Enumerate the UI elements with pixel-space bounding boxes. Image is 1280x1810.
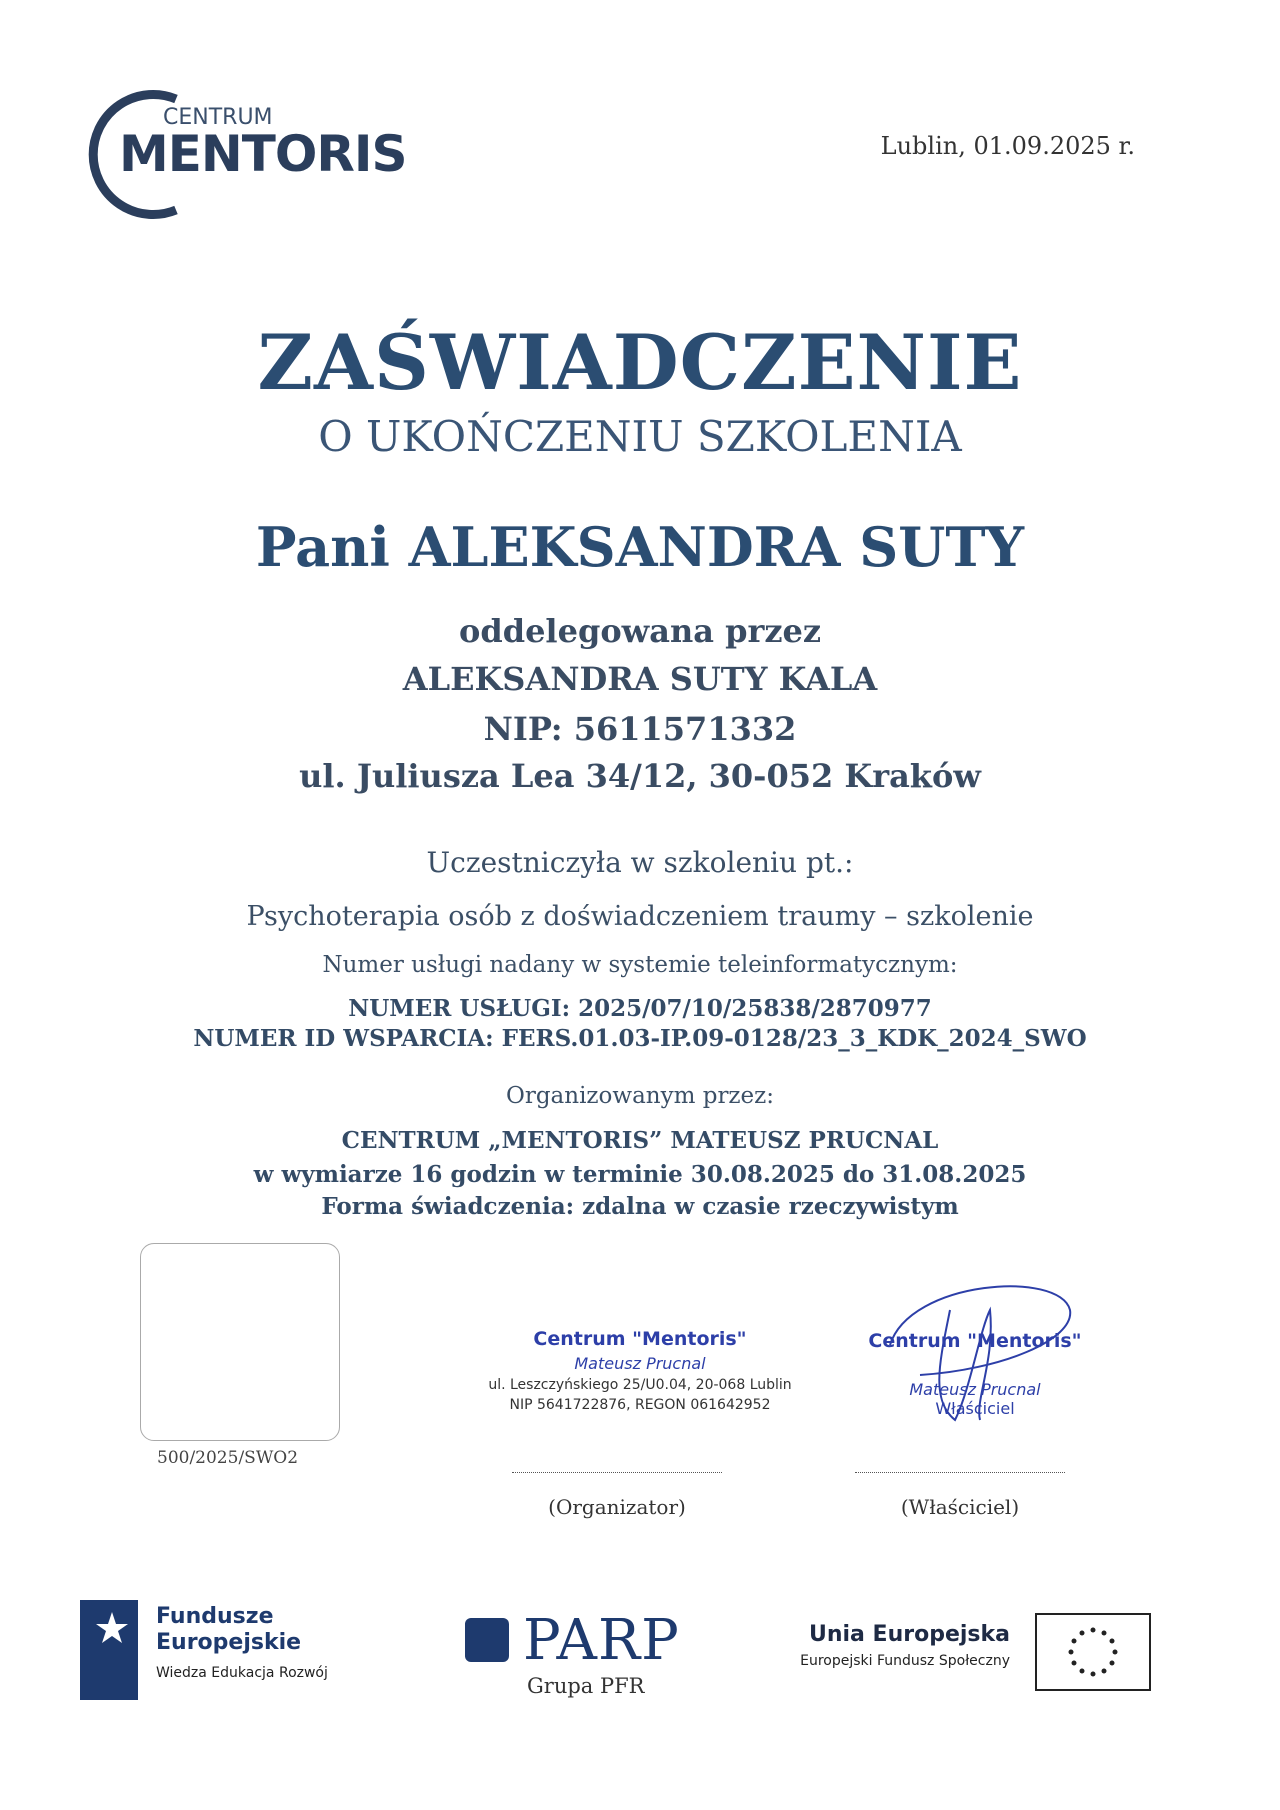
fe-star-icon [80,1600,138,1700]
organizer-name: CENTRUM „MENTORIS” MATEUSZ PRUCNAL [341,1127,939,1154]
issue-date: Lublin, 01.09.2025 r. [880,132,1135,160]
organizer-stamp [480,1328,800,1413]
training-scope: w wymiarze 16 godzin w terminie 30.08.2025 do 31.08.2025 [253,1161,1027,1188]
fe-line2: Europejskie [156,1630,302,1655]
stamp-org-ids: NIP 5641722876, REGON 061642952 [509,1397,771,1413]
company-nip: NIP: 5611571332 [483,710,797,748]
document-subtitle: O UKOŃCZENIU SZKOLENIA [318,412,962,461]
document-title: ZAŚWIADCZENIE [257,318,1023,407]
eu-flag-icon [1035,1613,1151,1691]
company-address: ul. Juliusza Lea 34/12, 30-052 Kraków [299,757,981,795]
eu-line1: Unia Europejska [808,1622,1010,1647]
parp-icon [465,1618,509,1662]
service-number: NUMER USŁUGI: 2025/07/10/25838/2870977 [348,995,932,1022]
organizer-role-label: (Organizator) [548,1495,686,1519]
organizer-signature-line [512,1472,722,1473]
logo-big-text: MENTORIS [119,125,407,183]
training-name: Psychoterapia osób z doświadczeniem traumy – szkolenie [246,901,1034,932]
parp-text: PARP [523,1608,680,1673]
parp-sub: Grupa PFR [527,1674,645,1698]
delegating-company: ALEKSANDRA SUTY KALA [402,660,878,698]
fundusze-europejskie-logo [80,1600,328,1704]
owner-signature-line [855,1472,1065,1473]
certificate-number: 500/2025/SWO2 [157,1448,299,1468]
stamp-org-address: ul. Leszczyńskiego 25/U0.04, 20-068 Lublin [488,1377,792,1393]
stamp-org-person: Mateusz Prucnal [574,1354,706,1373]
fe-line1: Fundusze [156,1604,274,1629]
organizer-label: Organizowanym przez: [505,1083,775,1109]
service-number-label: Numer usługi nadany w systemie teleinformatycznym: [322,952,958,978]
centrum-mentoris-logo [81,87,421,222]
training-form: Forma świadczenia: zdalna w czasie rzeczywistym [321,1193,959,1220]
support-id: NUMER ID WSPARCIA: FERS.01.03-IP.09-0128/23_3_KDK_2024_SWO [193,1025,1087,1052]
training-label: Uczestniczyła w szkoleniu pt.: [426,846,854,879]
logo-small-text: CENTRUM [163,105,273,130]
stamp-owner-name: Centrum "Mentoris" [868,1330,1082,1352]
eu-logo-text [760,1622,1010,1669]
photo-box [140,1243,340,1441]
stamp-owner-person: Mateusz Prucnal [909,1380,1041,1399]
stamp-owner-role: Właściciel [935,1399,1015,1418]
owner-role-label: (Właściciel) [900,1495,1020,1519]
recipient-name: Pani ALEKSANDRA SUTY [255,515,1025,579]
eu-line2: Europejski Fundusz Społeczny [800,1653,1010,1669]
stamp-org-name: Centrum "Mentoris" [533,1328,747,1350]
delegated-label: oddelegowana przez [458,612,822,650]
fe-line3: Wiedza Edukacja Rozwój [156,1665,328,1681]
signature [880,1270,1080,1430]
